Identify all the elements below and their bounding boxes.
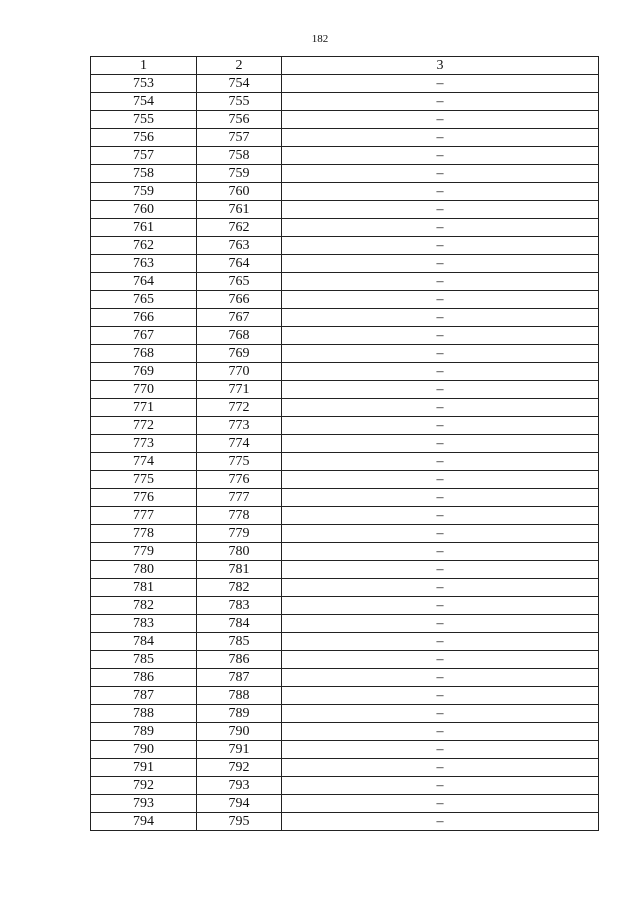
table-cell-col1: 757	[91, 147, 197, 165]
table-cell-col1: 769	[91, 363, 197, 381]
table-cell-col1: 779	[91, 543, 197, 561]
table-cell-col2: 760	[197, 183, 282, 201]
table-cell-col2: 759	[197, 165, 282, 183]
table-row	[91, 93, 599, 111]
table-row	[91, 129, 599, 147]
table-cell-col2: 787	[197, 669, 282, 687]
table-row	[91, 273, 599, 291]
table-cell-col2: 777	[197, 489, 282, 507]
table-row	[91, 507, 599, 525]
table-cell-col2: 788	[197, 687, 282, 705]
table-cell-col3: –	[282, 93, 599, 111]
table-cell-col2: 789	[197, 705, 282, 723]
table-cell-col3: –	[282, 579, 599, 597]
table-cell-col3: –	[282, 201, 599, 219]
table-cell-col1: 764	[91, 273, 197, 291]
table-cell-col1: 776	[91, 489, 197, 507]
table-cell-col1: 763	[91, 255, 197, 273]
table-cell-col1: 774	[91, 453, 197, 471]
table-row	[91, 237, 599, 255]
table-row	[91, 723, 599, 741]
table-cell-col3: –	[282, 687, 599, 705]
table-cell-col1: 755	[91, 111, 197, 129]
table-row	[91, 759, 599, 777]
table-cell-col2: 791	[197, 741, 282, 759]
table-row	[91, 705, 599, 723]
table-cell-col3: –	[282, 345, 599, 363]
table-cell-col1: 771	[91, 399, 197, 417]
table-cell-col1: 775	[91, 471, 197, 489]
table-row	[91, 201, 599, 219]
table-cell-col2: 785	[197, 633, 282, 651]
table-cell-col1: 790	[91, 741, 197, 759]
table-row	[91, 543, 599, 561]
table-row	[91, 471, 599, 489]
table-cell-col3: –	[282, 633, 599, 651]
table-body	[91, 75, 599, 831]
table-cell-col2: 770	[197, 363, 282, 381]
table-cell-col3: –	[282, 795, 599, 813]
table-cell-col3: –	[282, 399, 599, 417]
table-cell-col1: 794	[91, 813, 197, 831]
table-cell-col3: –	[282, 759, 599, 777]
table-row	[91, 291, 599, 309]
table-row	[91, 255, 599, 273]
table-row	[91, 561, 599, 579]
table-cell-col1: 781	[91, 579, 197, 597]
table-cell-col1: 767	[91, 327, 197, 345]
table-cell-col1: 786	[91, 669, 197, 687]
table-cell-col1: 782	[91, 597, 197, 615]
table-row	[91, 687, 599, 705]
table-row	[91, 741, 599, 759]
table-row	[91, 777, 599, 795]
table-cell-col2: 761	[197, 201, 282, 219]
table-cell-col3: –	[282, 165, 599, 183]
table-cell-col2: 778	[197, 507, 282, 525]
table-cell-col2: 772	[197, 399, 282, 417]
table-row	[91, 111, 599, 129]
table-row	[91, 489, 599, 507]
table-cell-col3: –	[282, 813, 599, 831]
table-cell-col3: –	[282, 615, 599, 633]
table-row	[91, 525, 599, 543]
table-cell-col1: 765	[91, 291, 197, 309]
table-cell-col2: 792	[197, 759, 282, 777]
table-cell-col3: –	[282, 543, 599, 561]
table-cell-col3: –	[282, 597, 599, 615]
column-header-1: 1	[91, 57, 197, 75]
table-cell-col3: –	[282, 291, 599, 309]
table-cell-col3: –	[282, 327, 599, 345]
table-cell-col1: 777	[91, 507, 197, 525]
table-row	[91, 417, 599, 435]
table-cell-col3: –	[282, 723, 599, 741]
table-row	[91, 651, 599, 669]
table-cell-col2: 764	[197, 255, 282, 273]
table-cell-col2: 755	[197, 93, 282, 111]
table-row	[91, 345, 599, 363]
table-cell-col3: –	[282, 273, 599, 291]
table-cell-col1: 788	[91, 705, 197, 723]
table-cell-col2: 766	[197, 291, 282, 309]
table-cell-col3: –	[282, 219, 599, 237]
table-cell-col2: 765	[197, 273, 282, 291]
table-cell-col1: 754	[91, 93, 197, 111]
table-cell-col2: 790	[197, 723, 282, 741]
table-cell-col3: –	[282, 705, 599, 723]
table-cell-col2: 781	[197, 561, 282, 579]
table-row	[91, 453, 599, 471]
table-cell-col3: –	[282, 471, 599, 489]
table-row	[91, 399, 599, 417]
table-cell-col2: 793	[197, 777, 282, 795]
table-cell-col3: –	[282, 255, 599, 273]
table-cell-col1: 760	[91, 201, 197, 219]
table-cell-col1: 753	[91, 75, 197, 93]
table-row	[91, 219, 599, 237]
table-header-row	[91, 57, 599, 75]
table-cell-col1: 783	[91, 615, 197, 633]
table-cell-col1: 780	[91, 561, 197, 579]
column-header-3: 3	[282, 57, 599, 75]
table-cell-col1: 787	[91, 687, 197, 705]
table-cell-col2: 757	[197, 129, 282, 147]
table-cell-col1: 756	[91, 129, 197, 147]
table-cell-col2: 768	[197, 327, 282, 345]
table-cell-col1: 761	[91, 219, 197, 237]
data-table	[90, 56, 599, 831]
table-row	[91, 363, 599, 381]
table-cell-col2: 776	[197, 471, 282, 489]
table-cell-col1: 758	[91, 165, 197, 183]
table-cell-col3: –	[282, 669, 599, 687]
table-cell-col3: –	[282, 309, 599, 327]
table-row	[91, 579, 599, 597]
table-cell-col3: –	[282, 75, 599, 93]
table-row	[91, 183, 599, 201]
table-cell-col2: 774	[197, 435, 282, 453]
table-row	[91, 813, 599, 831]
table-cell-col2: 794	[197, 795, 282, 813]
table-row	[91, 597, 599, 615]
table-cell-col1: 778	[91, 525, 197, 543]
table-cell-col1: 768	[91, 345, 197, 363]
table-cell-col1: 770	[91, 381, 197, 399]
table-cell-col3: –	[282, 363, 599, 381]
table-cell-col3: –	[282, 147, 599, 165]
table-cell-col3: –	[282, 777, 599, 795]
table-cell-col3: –	[282, 507, 599, 525]
table-cell-col2: 769	[197, 345, 282, 363]
table-cell-col1: 759	[91, 183, 197, 201]
table-cell-col2: 758	[197, 147, 282, 165]
table-cell-col2: 782	[197, 579, 282, 597]
column-header-2: 2	[197, 57, 282, 75]
table-cell-col2: 779	[197, 525, 282, 543]
table-cell-col3: –	[282, 489, 599, 507]
table-cell-col3: –	[282, 561, 599, 579]
table-cell-col2: 771	[197, 381, 282, 399]
table-cell-col1: 789	[91, 723, 197, 741]
table-cell-col2: 786	[197, 651, 282, 669]
table-row	[91, 615, 599, 633]
table-cell-col3: –	[282, 381, 599, 399]
table-row	[91, 309, 599, 327]
table-cell-col2: 767	[197, 309, 282, 327]
table-row	[91, 327, 599, 345]
table-row	[91, 381, 599, 399]
table-cell-col3: –	[282, 651, 599, 669]
table-cell-col2: 762	[197, 219, 282, 237]
table-cell-col2: 784	[197, 615, 282, 633]
table-cell-col2: 773	[197, 417, 282, 435]
table-row	[91, 435, 599, 453]
table-cell-col3: –	[282, 741, 599, 759]
table-cell-col1: 793	[91, 795, 197, 813]
table-cell-col3: –	[282, 237, 599, 255]
table-row	[91, 165, 599, 183]
table-cell-col2: 780	[197, 543, 282, 561]
table-cell-col3: –	[282, 453, 599, 471]
table-cell-col1: 772	[91, 417, 197, 435]
table-cell-col3: –	[282, 435, 599, 453]
page-number: 182	[311, 33, 329, 45]
table-cell-col1: 792	[91, 777, 197, 795]
table-cell-col3: –	[282, 183, 599, 201]
table-cell-col2: 775	[197, 453, 282, 471]
table-cell-col2: 795	[197, 813, 282, 831]
table-cell-col3: –	[282, 525, 599, 543]
table-cell-col3: –	[282, 417, 599, 435]
table-cell-col1: 785	[91, 651, 197, 669]
table-cell-col1: 766	[91, 309, 197, 327]
table-cell-col2: 763	[197, 237, 282, 255]
table-cell-col2: 783	[197, 597, 282, 615]
table-cell-col1: 773	[91, 435, 197, 453]
table-cell-col1: 784	[91, 633, 197, 651]
table-cell-col1: 791	[91, 759, 197, 777]
table-row	[91, 75, 599, 93]
table-cell-col2: 756	[197, 111, 282, 129]
table-cell-col1: 762	[91, 237, 197, 255]
table-row	[91, 633, 599, 651]
table-cell-col2: 754	[197, 75, 282, 93]
table-row	[91, 669, 599, 687]
table-cell-col3: –	[282, 129, 599, 147]
table-row	[91, 147, 599, 165]
table-row	[91, 795, 599, 813]
table-cell-col3: –	[282, 111, 599, 129]
